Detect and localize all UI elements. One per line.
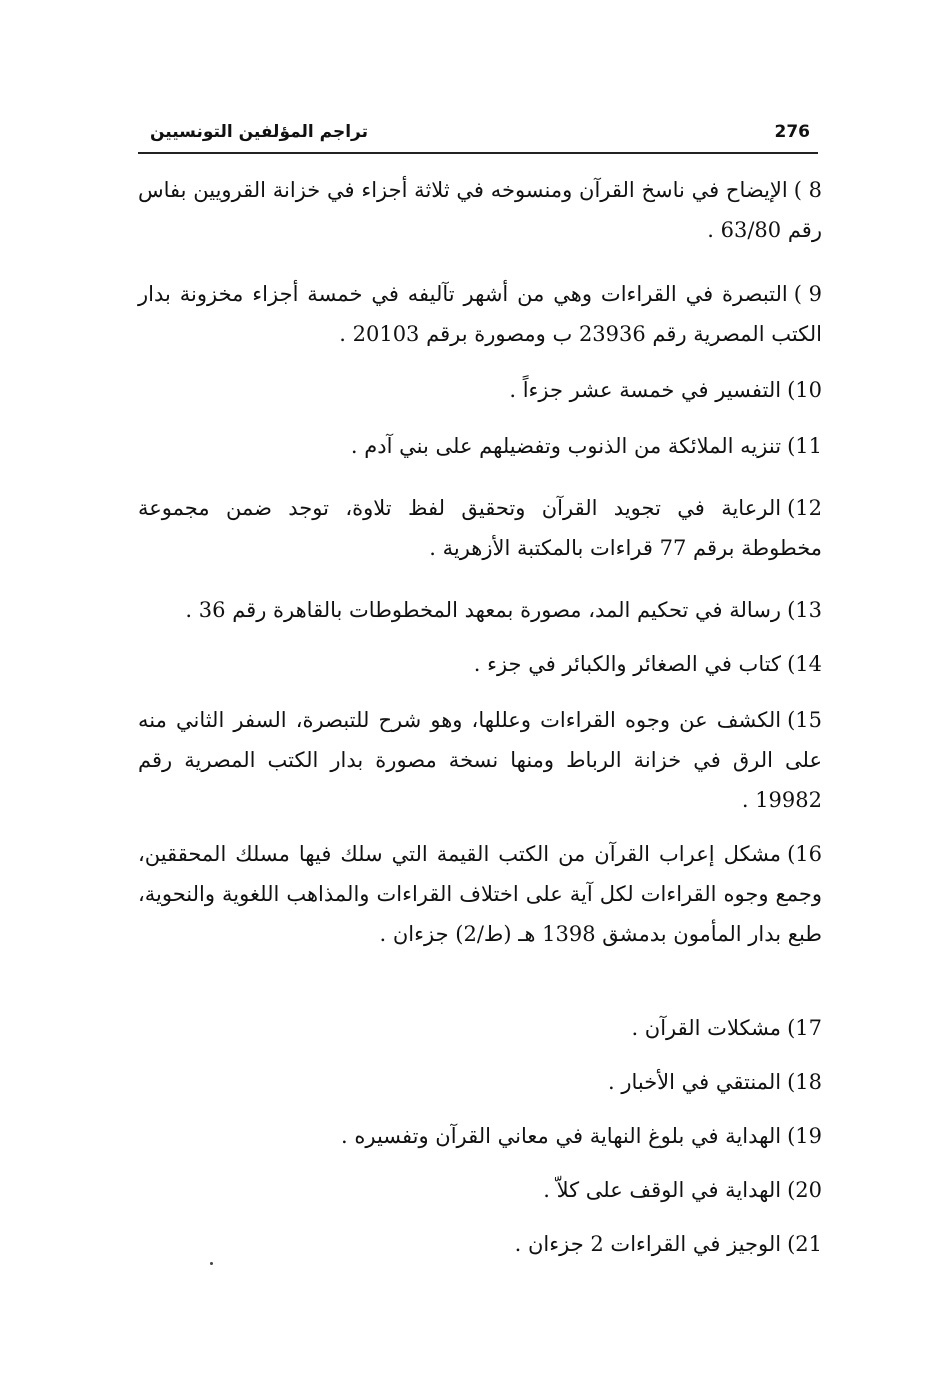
item-text: المنتقي في الأخبار . <box>607 1070 782 1094</box>
list-item <box>138 590 822 630</box>
list-item <box>138 488 822 568</box>
item-text: الرعاية في تجويد القرآن وتحقيق لفظ تلاوة، توجد ضمن مجموعة مخطوطة برقم 77 قراءات بالمكتبة الأزهرية . <box>138 496 822 560</box>
item-number: 12) <box>787 496 822 520</box>
item-text: مشكل إعراب القرآن من الكتب القيمة التي سلك فيها مسلك المحققين، وجمع وجوه القراءات لكل آية على اختلاف القراءات والمذاهب اللغوية والنحوية، طبع بدار المأمون بدمشق 1398 هـ (ط/2) جزءان . <box>138 842 822 946</box>
running-title: تراجم المؤلفين التونسيين <box>150 122 368 142</box>
list-item <box>138 1008 822 1048</box>
item-text: الإيضاح في ناسخ القرآن ومنسوخه في ثلاثة أجزاء في خزانة القرويين بفاس رقم 63/80 . <box>138 178 822 242</box>
list-item <box>138 1062 822 1102</box>
item-text: الهداية في بلوغ النهاية في معاني القرآن وتفسيره . <box>341 1124 782 1148</box>
list-item <box>138 644 822 684</box>
item-number: 13) <box>787 598 822 622</box>
item-number: 20) <box>787 1178 822 1202</box>
item-number: 11) <box>787 434 822 458</box>
item-number: 14) <box>787 652 822 676</box>
item-text: الهداية في الوقف على كلاّ . <box>543 1178 782 1202</box>
page-number: 276 <box>774 122 810 142</box>
list-item <box>138 426 822 466</box>
list-item <box>138 1116 822 1156</box>
item-number: 9 ) <box>793 282 822 306</box>
item-number: 21) <box>787 1232 822 1256</box>
item-text: الكشف عن وجوه القراءات وعللها، وهو شرح للتبصرة، السفر الثاني منه على الرق في خزانة الرباط ومنها نسخة مصورة بدار الكتب المصرية رقم 19982 . <box>138 708 822 812</box>
item-number: 16) <box>787 842 822 866</box>
item-text: الوجيز في القراءات 2 جزءان . <box>514 1232 782 1256</box>
item-number: 15) <box>787 708 822 732</box>
list-item <box>138 1224 822 1264</box>
list-item <box>138 700 822 820</box>
item-number: 19) <box>787 1124 822 1148</box>
list-item <box>138 1170 822 1210</box>
item-number: 8 ) <box>793 178 822 202</box>
item-number: 10) <box>787 378 822 402</box>
item-text: التبصرة في القراءات وهي من أشهر تآليفه في خمسة أجزاء مخزونة بدار الكتب المصرية رقم 23936 ب ومصورة برقم 20103 . <box>138 282 822 346</box>
item-text: كتاب في الصغائر والكبائر في جزء . <box>473 652 782 676</box>
item-number: 17) <box>787 1016 822 1040</box>
item-text: رسالة في تحكيم المد، مصورة بمعهد المخطوطات بالقاهرة رقم 36 . <box>185 598 782 622</box>
list-item <box>138 170 822 250</box>
item-text: التفسير في خمسة عشر جزءاً . <box>509 378 782 402</box>
running-header <box>138 118 818 154</box>
item-number: 18) <box>787 1070 822 1094</box>
list-item <box>138 370 822 410</box>
list-item <box>138 834 822 954</box>
item-text: تنزيه الملائكة من الذنوب وتفضيلهم على بني آدم . <box>350 434 782 458</box>
item-text: مشكلات القرآن . <box>631 1016 782 1040</box>
stray-mark <box>210 1262 213 1265</box>
list-item <box>138 274 822 354</box>
